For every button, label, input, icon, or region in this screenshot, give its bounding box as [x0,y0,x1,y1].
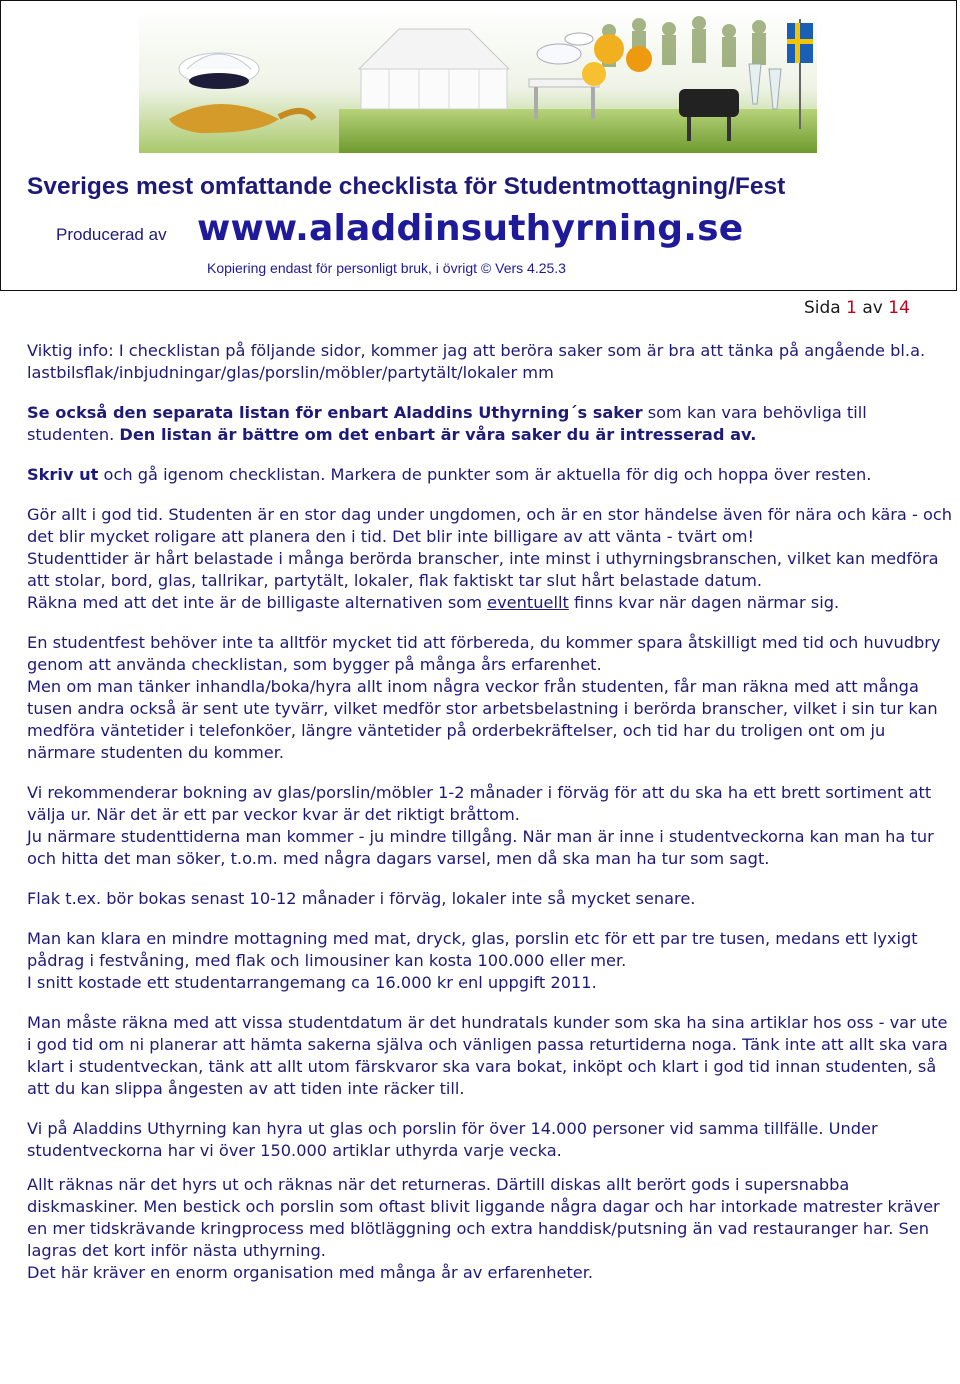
paragraph-cheapest [27,592,957,614]
paragraph-average: I snitt kostade ett studentarrangemang ca 16.000 kr enl uppgift 2011. [27,973,597,992]
paragraph-flak: Flak t.ex. bör bokas senast 10-12 månader i förväg, lokaler inte så mycket senare. [27,889,696,908]
page-prefix: Sida [804,298,841,318]
paragraph-separate-list-bold2: Den listan är bättre om det enbart är våra saker du är intresserad av. [119,425,757,444]
paragraph-student-party: En studentfest behöver inte ta alltför mycket tid att förbereda, du kommer spara åtskilligt med tid och huvudbry genom att använda checklistan, som bygger på många års erfarenhet. [27,633,941,674]
page-total: 14 [888,298,910,318]
page-separator: av [862,298,883,318]
website-link[interactable]: www.aladdinsuthyrning.se [197,208,744,249]
paragraph-customers: Man måste räkna med att vissa studentdatum är det hundratals kunder som ska ha sina artiklar hos oss - var ute i god tid om ni planerar att hämta sakerna själva och vänligen passa returtiderna noga. Tänk inte att allt ska vara klart i studentveckan, tänk att allt utom färskvaror ska vara bokat, inköpt och klart i god tid innan studenten, så att du kan slippa ångesten av att tiden inte räcker till. [27,1013,948,1098]
paragraph-in-time-start: Gör allt i god tid. [27,505,164,524]
producer-label: Producerad av [56,225,167,244]
paragraph-separate-list [27,402,957,446]
paragraph-busy-times: Studenttider är hårt belastade i många berörda branscher, inte minst i uthyrningsbranschen, vilket kan medföra att stolar, bord, glas, tallrikar, partytält, lokaler, flak faktiskt tar slut hårt belastade datum. [27,549,939,590]
copy-notice: Kopiering endast för personligt bruk, i övrigt © Vers 4.25.3 [207,260,566,276]
paragraph-separate-list-bold: Se också den separata listan för enbart Aladdins Uthyrning´s saker [27,403,643,422]
paragraph-late-booking: Men om man tänker inhandla/boka/hyra allt inom några veckor från studenten, får man räkna med att många tusen andra också är sent ute tyvärr, vilket medför stor arbetsbelastning i berörda branscher, vilket i sin tur kan medföra väntetider i telefonköer, längre väntetider på orderbekräftelser, och tid har du troligen ont om ju närmare studenten du kommer. [27,677,938,762]
paragraph-recommend: Vi rekommenderar bokning av glas/porslin/möbler 1-2 månader i förväg för att du ska ha ett brett sortiment att välja ur. När det är ett par veckor kvar är det riktigt bråttom. [27,783,932,824]
paragraph-print-rest: och gå igenom checklistan. [98,465,326,484]
page-current: 1 [846,298,857,318]
document-title: Sveriges mest omfattande checklista för Studentmottagning/Fest [27,173,786,200]
paragraph-counting: Allt räknas när det hyrs ut och räknas när det returneras. Därtill diskas allt berört gods i supersnabba diskmaskiner. Men bestick och porslin som oftast blivit liggande några dagar och har intorkade matrester kräver en mer tidskrävande kringprocess med blötläggning och extra handdisk/putsning än vad restauranger har. Sen lagras det kort inför nästa uthyrning. [27,1175,940,1260]
paragraph-cheapest-underline: eventuellt [487,593,569,612]
paragraph-closer: Ju närmare studenttiderna man kommer - ju mindre tillgång. När man är inne i studentveckorna kan man ha tur och hitta det man söker, t.o.m. med några dagars varsel, men då ska man ha tur som sagt. [27,827,934,868]
paragraph-cheapest-a: Räkna med att det inte är de billigaste alternativen som [27,593,488,612]
paragraph-info: Viktig info: I checklistan på följande sidor, kommer jag att beröra saker som är bra att tänka på angående bl.a. lastbilsflak/inbjudningar/glas/porslin/möbler/partytält/lokaler mm [27,341,926,382]
paragraph-in-time [27,504,957,548]
paragraph-print-blue: Markera de punkter som är aktuella för dig och hoppa över resten. [325,465,872,484]
page-indicator [804,298,910,318]
paragraph-separate-list-rest: som kan vara behövliga till studenten. [27,403,867,444]
paragraph-print-bold: Skriv ut [27,465,99,484]
paragraph-print [27,464,957,486]
document-body [27,340,957,1284]
paragraph-capacity: Vi på Aladdins Uthyrning kan hyra ut glas och porslin för över 14.000 personer vid samma tillfälle. Under studentveckorna har vi över 150.000 artiklar uthyrda varje vecka. [27,1119,878,1160]
paragraph-cheapest-b: finns kvar när dagen närmar sig. [568,593,840,612]
banner-image [139,9,817,153]
header-box [0,0,957,291]
paragraph-cost: Man kan klara en mindre mottagning med mat, dryck, glas, porslin etc för ett par tre tusen, medans ett lyxigt pådrag i festvåning, med flak och limousiner kan kosta 100.000 eller mer. [27,929,918,970]
paragraph-in-time-blue: Studenten är en stor dag under ungdomen, och är en stor händelse även för nära och kära - och det blir mycket roligare att planera den i tid. Det blir inte billigare av att vänta - tvärt om! [27,505,953,546]
paragraph-organisation: Det här kräver en enorm organisation med många år av erfarenheter. [27,1263,594,1282]
